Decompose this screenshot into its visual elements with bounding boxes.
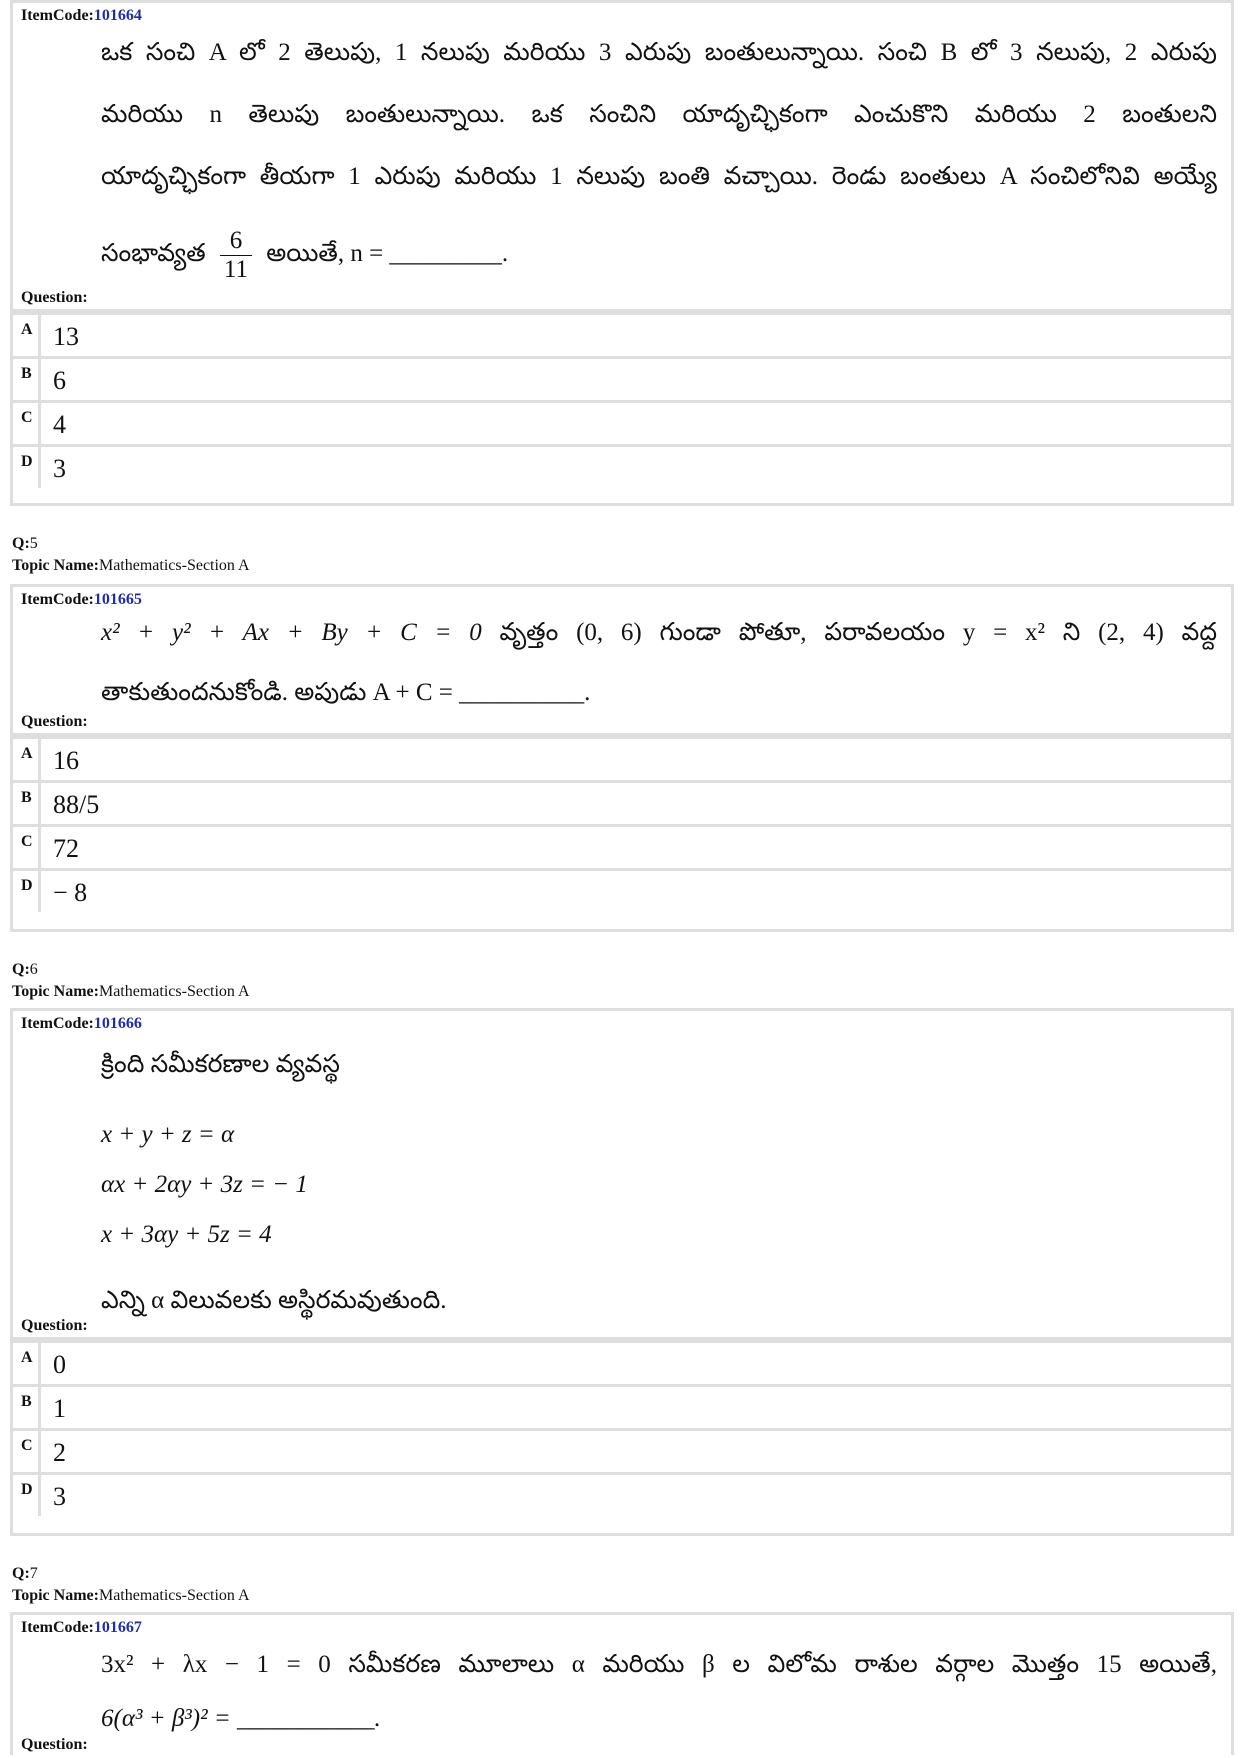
option-a[interactable]: A 16	[13, 736, 1231, 780]
item-code-value: 101665	[93, 591, 142, 608]
equation-3: x + 3αy + 5z = 4	[101, 1221, 272, 1248]
option-d[interactable]: D 3	[13, 444, 1231, 488]
item-code: ItemCode:101665	[21, 591, 142, 608]
question-number: Q:5	[12, 535, 38, 552]
question-label: Question:	[21, 1736, 88, 1753]
item-code: ItemCode:101667	[21, 1619, 142, 1636]
option-d[interactable]: D 3	[13, 1472, 1231, 1516]
question-line-1: x² + y² + Ax + By + C = 0 వృత్తం (0, 6) గుండా పోతూ, పరావలయం y = x² ని (2, 4) వద్ద	[101, 619, 1217, 646]
option-b[interactable]: B 88/5	[13, 780, 1231, 824]
question-block-101667	[10, 1612, 1234, 1755]
question-line-1: ఒక సంచి A లో 2 తెలుపు, 1 నలుపు మరియు 3 ఎరుపు బంతులున్నాయి. సంచి B లో 3 నలుపు, 2 ఎరుపు	[101, 39, 1217, 66]
question-line-2: తాకుతుందనుకోండి. అపుడు A + C = __________.	[101, 679, 591, 706]
question-number: Q:7	[12, 1565, 38, 1582]
question-intro: క్రింది సమీకరణాల వ్యవస్థ	[101, 1051, 340, 1078]
question-line-2: 6(α³ + β³)² = ___________.	[101, 1705, 381, 1732]
equation-1: x + y + z = α	[101, 1121, 235, 1148]
item-code: ItemCode:101664	[21, 7, 142, 24]
topic-name: Topic Name:Mathematics-Section A	[12, 1587, 250, 1604]
topic-name: Topic Name:Mathematics-Section A	[12, 983, 250, 1000]
question-number: Q:6	[12, 961, 38, 978]
question-label: Question:	[21, 713, 88, 730]
option-c[interactable]: C 2	[13, 1428, 1231, 1472]
question-block-101665	[10, 584, 1234, 932]
item-code-value: 101667	[93, 1619, 142, 1636]
item-code-value: 101666	[93, 1015, 142, 1032]
question-label: Question:	[21, 289, 88, 306]
question-ask: ఎన్ని α విలువలకు అస్థిరమవుతుంది.	[101, 1287, 447, 1314]
question-box	[13, 3, 1231, 312]
option-c[interactable]: C 4	[13, 400, 1231, 444]
question-box	[13, 1615, 1231, 1758]
option-a[interactable]: A 13	[13, 312, 1231, 356]
option-b[interactable]: B 6	[13, 356, 1231, 400]
question-label: Question:	[21, 1317, 88, 1334]
question-line-3: యాదృచ్ఛికంగా తీయగా 1 ఎరుపు మరియు 1 నలుపు బంతి వచ్చాయి. రెండు బంతులు A సంచిలోనివి అయ్యే	[101, 163, 1217, 190]
question-block-101664	[10, 0, 1234, 506]
question-line-1: 3x² + λx − 1 = 0 సమీకరణ మూలాలు α మరియు β ల విలోమ రాశుల వర్గాల మొత్తం 15 అయితే,	[101, 1651, 1217, 1678]
option-a[interactable]: A 0	[13, 1340, 1231, 1384]
option-d[interactable]: D − 8	[13, 868, 1231, 912]
question-line-4: సంభావ్యత $\frac{6}{11}$ అయితే, n = _________.	[101, 227, 509, 283]
question-box	[13, 587, 1231, 736]
question-line-2: మరియు n తెలుపు బంతులున్నాయి. ఒక సంచిని యాదృచ్ఛికంగా ఎంచుకొని మరియు 2 బంతులని	[101, 101, 1217, 128]
topic-name: Topic Name:Mathematics-Section A	[12, 557, 250, 574]
equation-2: αx + 2αy + 3z = − 1	[101, 1171, 308, 1198]
item-code-value: 101664	[93, 7, 142, 24]
option-c[interactable]: C 72	[13, 824, 1231, 868]
question-block-101666	[10, 1008, 1234, 1536]
question-box	[13, 1011, 1231, 1340]
option-b[interactable]: B 1	[13, 1384, 1231, 1428]
fraction: $\frac{6}{11}$	[220, 227, 252, 284]
item-code: ItemCode:101666	[21, 1015, 142, 1032]
